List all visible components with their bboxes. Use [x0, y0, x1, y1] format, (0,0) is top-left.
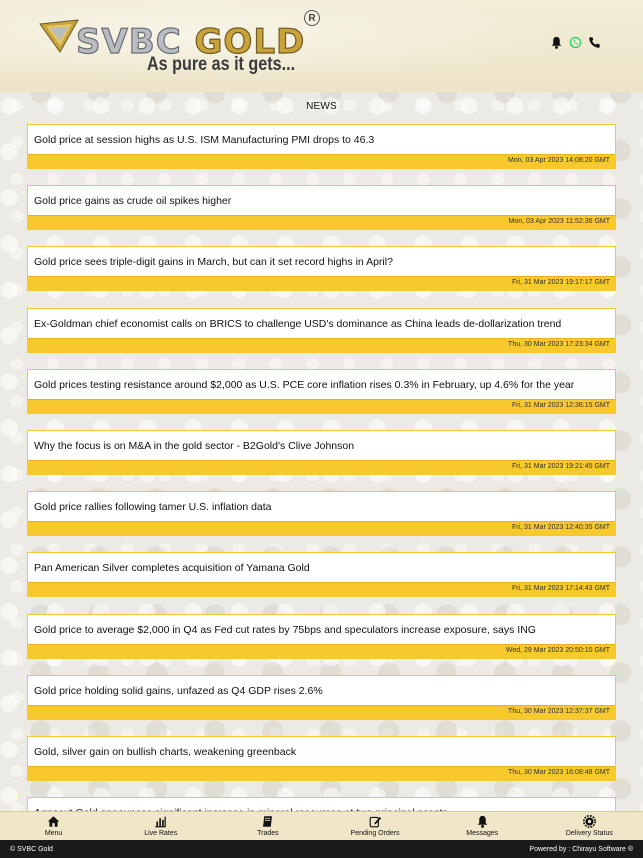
nav-pending-orders-label: Pending Orders — [350, 830, 400, 837]
page-title: NEWS — [306, 101, 337, 112]
news-timestamp: Fri, 31 Mar 2023 17:14:43 GMT — [511, 585, 610, 593]
bell-icon[interactable] — [550, 36, 563, 49]
news-timestamp: Fri, 31 Mar 2023 19:21:45 GMT — [511, 462, 610, 470]
news-item[interactable] — [27, 614, 616, 659]
news-headline: Gold price rallies following tamer U.S. inflation data — [34, 501, 272, 514]
logo-gold-text: GOLD — [194, 22, 306, 62]
news-meta-bar — [28, 154, 615, 168]
logo-svbc-text: SVBC — [76, 22, 182, 62]
news-item[interactable] — [27, 675, 616, 720]
news-item[interactable] — [27, 124, 616, 169]
news-timestamp: Mon, 03 Apr 2023 14:08:20 GMT — [508, 157, 610, 164]
book-icon — [261, 815, 274, 828]
news-item[interactable] — [27, 552, 616, 597]
news-item[interactable] — [27, 246, 616, 291]
news-headline: Gold price sees triple-digit gains in March, but can it set record highs in April? — [34, 256, 393, 269]
news-headline: Gold price at session highs as U.S. ISM Manufacturing PMI drops to 46.3 — [34, 134, 375, 146]
news-headline: Gold prices testing resistance around $2,000 as U.S. PCE core inflation rises 0.3% in February, up 4.6% for the year — [34, 378, 575, 391]
svbc-gold-logo — [38, 8, 328, 88]
news-meta-bar — [28, 276, 615, 290]
nav-delivery-status[interactable] — [544, 815, 634, 837]
nav-live-rates-label: Live Rates — [144, 830, 178, 837]
news-item[interactable] — [27, 185, 616, 230]
news-item[interactable] — [27, 491, 616, 536]
news-meta-bar — [28, 215, 615, 229]
news-timestamp: Fri, 31 Mar 2023 12:36:15 GMT — [511, 401, 610, 409]
nav-menu-label: Menu — [44, 830, 63, 837]
news-headline: Why the focus is on M&A in the gold sector - B2Gold's Clive Johnson — [34, 439, 355, 452]
nav-delivery-status-label: Delivery Status — [565, 830, 613, 837]
news-timestamp: Fri, 31 Mar 2023 12:40:35 GMT — [511, 524, 610, 532]
news-item[interactable] — [27, 736, 616, 781]
phone-icon[interactable] — [588, 36, 601, 49]
news-meta-bar — [28, 644, 615, 658]
gear-icon — [583, 815, 596, 828]
news-headline: Gold price holding solid gains, unfazed as Q4 GDP rises 2.6% — [34, 684, 323, 697]
nav-messages-label: Messages — [466, 830, 499, 837]
nav-trades[interactable] — [223, 815, 313, 837]
nav-pending-orders[interactable] — [330, 815, 420, 837]
registered-mark: R — [304, 10, 320, 26]
bar-chart-icon — [154, 815, 167, 828]
news-meta-bar — [28, 582, 615, 596]
whatsapp-icon[interactable] — [569, 36, 582, 49]
bottom-navigation — [0, 811, 643, 840]
news-headline: Gold price to average $2,000 in Q4 as Fed cut rates by 75bps and speculators increase exposure, says ING — [34, 623, 536, 636]
app-footer — [0, 840, 643, 858]
powered-by-text: Powered by : Chirayu Software ® — [529, 845, 633, 853]
news-list[interactable] — [27, 124, 616, 811]
news-item[interactable] — [27, 308, 616, 353]
nav-trades-label: Trades — [257, 830, 279, 837]
news-headline: Ex-Goldman chief economist calls on BRICS to challenge USD's dominance as China leads de-dollarization trend — [34, 317, 562, 330]
nav-menu[interactable] — [9, 815, 99, 837]
news-meta-bar — [28, 460, 615, 474]
app-header — [0, 0, 643, 92]
bell-icon — [476, 815, 489, 828]
news-headline: Gold price gains as crude oil spikes higher — [34, 195, 232, 208]
news-timestamp: Thu, 30 Mar 2023 12:37:37 GMT — [508, 707, 610, 715]
news-timestamp: Wed, 29 Mar 2023 20:50:10 GMT — [505, 646, 610, 654]
tagline: As pure as it gets... — [147, 54, 296, 75]
news-meta-bar — [28, 521, 615, 535]
home-icon — [47, 815, 60, 828]
news-meta-bar — [28, 766, 615, 780]
news-timestamp: Thu, 30 Mar 2023 16:08:48 GMT — [508, 768, 610, 776]
news-item[interactable] — [27, 369, 616, 414]
edit-icon — [369, 815, 382, 828]
news-timestamp: Fri, 31 Mar 2023 19:17:17 GMT — [511, 279, 610, 287]
news-meta-bar — [28, 338, 615, 352]
nav-live-rates[interactable] — [116, 815, 206, 837]
copyright-text: © SVBC Gold — [10, 845, 53, 853]
news-item[interactable] — [27, 430, 616, 475]
news-meta-bar — [28, 399, 615, 413]
header-actions — [550, 36, 601, 49]
news-headline: Pan American Silver completes acquisition of Yamana Gold — [34, 562, 310, 575]
news-timestamp: Thu, 30 Mar 2023 17:23:34 GMT — [508, 340, 610, 348]
news-headline: Gold, silver gain on bullish charts, weakening greenback — [34, 745, 297, 758]
news-timestamp: Mon, 03 Apr 2023 11:52:36 GMT — [508, 218, 610, 226]
nav-messages[interactable] — [437, 815, 527, 837]
news-meta-bar — [28, 705, 615, 719]
